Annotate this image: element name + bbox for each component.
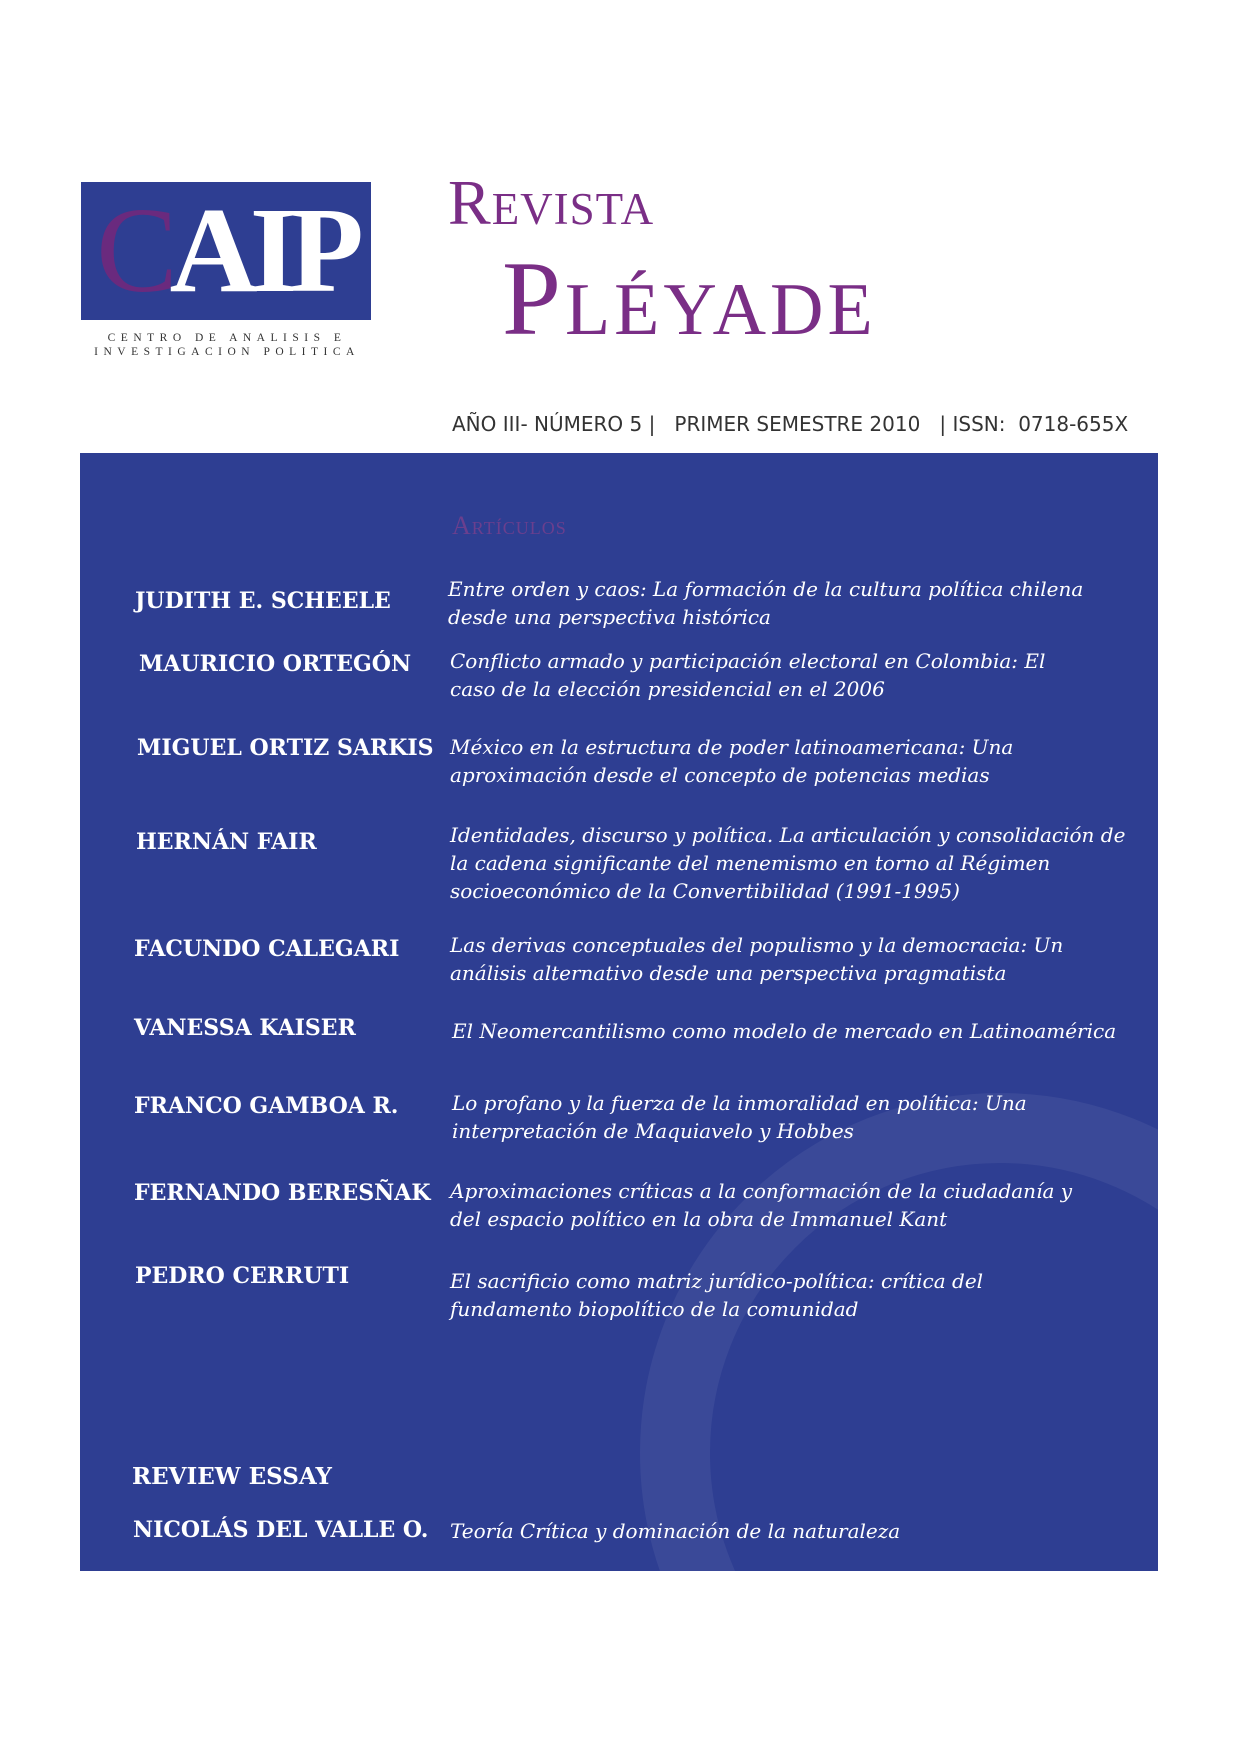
- article-title: Las derivas conceptuales del populismo y la democracia: Un análisis alternativo desde una perspectiva pragmatista: [450, 933, 1064, 985]
- article-title: Lo profano y la fuerza de la inmoralidad en política: Una interpretación de Maquiavelo y Hobbes: [452, 1091, 1027, 1143]
- author-name: FRANCO GAMBOA R.: [134, 1093, 399, 1119]
- logo-letter-c: C: [96, 183, 170, 318]
- author-name: HERNÁN FAIR: [136, 829, 317, 855]
- author-name: FACUNDO CALEGARI: [134, 936, 400, 962]
- issue-info: AÑO III- NÚMERO 5 | PRIMER SEMESTRE 2010 | ISSN: 0718-655X: [452, 412, 1129, 436]
- article-title: El sacrificio como matriz jurídico-política: crítica del fundamento biopolítico de la comunidad: [450, 1269, 984, 1321]
- author-name: MIGUEL ORTIZ SARKIS: [137, 735, 434, 761]
- article-title: México en la estructura de poder latinoamericana: Una aproximación desde el concepto de potencias medias: [450, 735, 1014, 787]
- logo-wordmark: [81, 182, 371, 320]
- author-name: JUDITH E. SCHEELE: [135, 588, 391, 614]
- author-name: PEDRO CERRUTI: [135, 1263, 350, 1289]
- article-title: Teoría Crítica y dominación de la naturaleza: [450, 1519, 901, 1543]
- contents-panel: [80, 453, 1158, 1571]
- masthead-pleyade: Pléyade: [502, 240, 877, 357]
- caip-logo: [81, 182, 371, 320]
- article-title: Identidades, discurso y política. La articulación y consolidación de la cadena significante del menemismo en torno al Régimen socioeconómico de la Convertibilidad (1991-1995): [450, 823, 1126, 903]
- article-title: El Neomercantilismo como modelo de mercado en Latinoamérica: [452, 1019, 1117, 1043]
- author-name: FERNANDO BERESÑAK: [134, 1180, 431, 1206]
- decorative-ring: [640, 1093, 1158, 1571]
- author-name: NICOLÁS DEL VALLE O.: [133, 1517, 429, 1543]
- review-essay-heading: REVIEW ESSAY: [132, 1463, 332, 1490]
- logo-caption-line2: INVESTIGACION POLITICA: [94, 346, 360, 358]
- author-name: VANESSA KAISER: [134, 1015, 356, 1041]
- article-title: Conflicto armado y participación electoral en Colombia: El caso de la elección presidencial en el 2006: [450, 649, 1046, 701]
- section-label-articulos: Artículos: [452, 511, 567, 540]
- author-name: MAURICIO ORTEGÓN: [139, 651, 412, 677]
- logo-caption: [72, 331, 382, 359]
- article-title: Aproximaciones críticas a la conformación de la ciudadanía y del espacio político en la obra de Immanuel Kant: [450, 1179, 1073, 1231]
- masthead-revista: Revista: [448, 167, 655, 238]
- logo-letters-aip: AIP: [169, 183, 356, 318]
- logo-caption-line1: CENTRO DE ANALISIS E: [107, 332, 347, 344]
- article-title: Entre orden y caos: La formación de la cultura política chilena desde una perspectiva histórica: [448, 577, 1084, 629]
